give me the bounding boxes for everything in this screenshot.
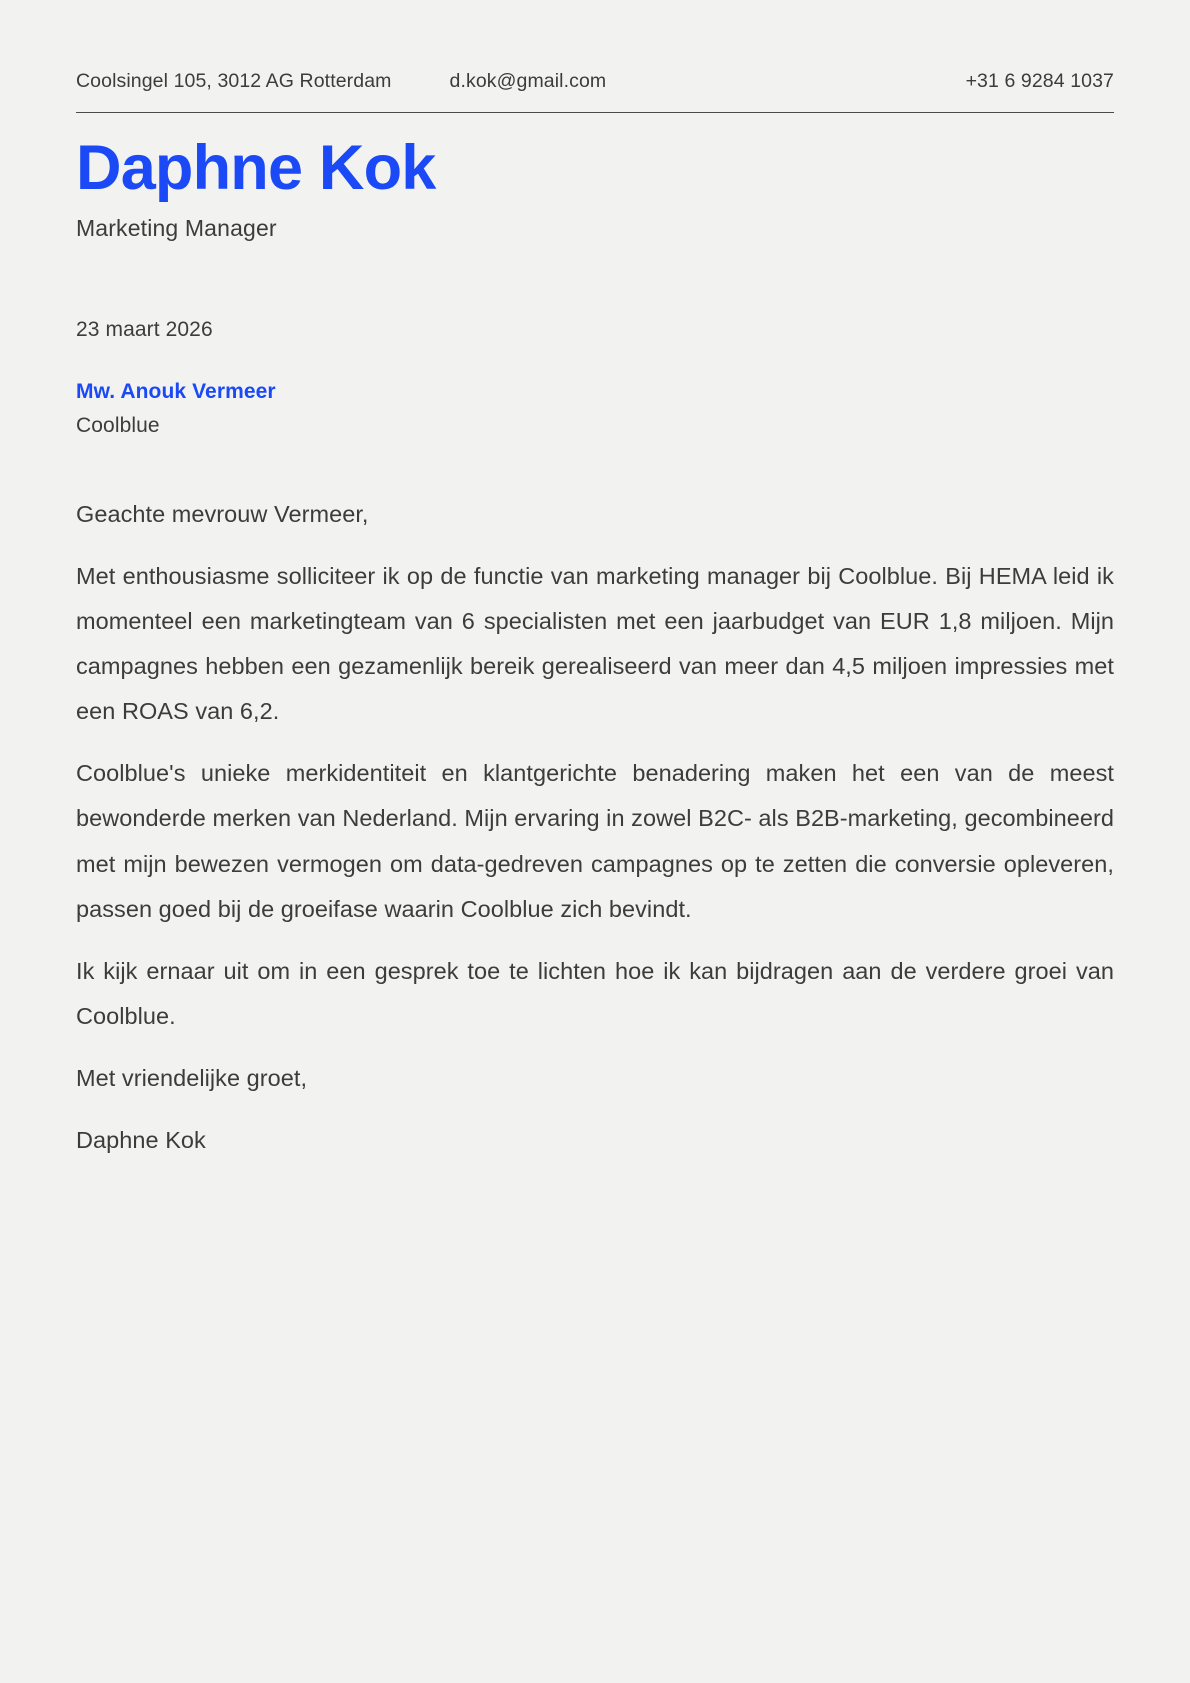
contact-email: d.kok@gmail.com [449, 70, 607, 92]
letter-body [76, 492, 1114, 1163]
recipient-name: Mw. Anouk Vermeer [76, 379, 276, 403]
letter-paragraph-2: Coolblue's unieke merkidentiteit en klantgerichte benadering maken het een van de meest bewonderde merken van Nederland. Mijn ervaring in zowel B2C- als B2B-marketing, gecombineerd met mijn bewezen vermogen om data-gedreven campagnes op te zetten die conversie opleveren, passen goed bij de groeifase waarin Coolblue zich bevindt. [76, 760, 1114, 922]
recipient-block [76, 380, 1114, 438]
letter-date: 23 maart 2026 [76, 317, 213, 341]
contact-phone: +31 6 9284 1037 [965, 70, 1114, 92]
letter-paragraph-1: Met enthousiasme solliciteer ik op de functie van marketing manager bij Coolblue. Bij HEMA leid ik momenteel een marketingteam van 6 specialisten met een jaarbudget van EUR 1,8 miljoen. Mijn campagnes hebben een gezamenlijk bereik gerealiseerd van meer dan 4,5 miljoen impressies met een ROAS van 6,2. [76, 562, 1114, 725]
recipient-company: Coolblue [76, 413, 160, 437]
identity-block [76, 135, 1114, 244]
contact-address: Coolsingel 105, 3012 AG Rotterdam [76, 70, 392, 92]
letter-salutation: Geachte mevrouw Vermeer, [76, 500, 369, 527]
applicant-job-title: Marketing Manager [76, 214, 277, 241]
contact-header [76, 70, 1114, 113]
letter-sign-off: Met vriendelijke groet, [76, 1065, 308, 1092]
letter-paragraph-3: Ik kijk ernaar uit om in een gesprek toe te lichten hoe ik kan bijdragen aan de verdere groei van Coolblue. [76, 957, 1114, 1029]
letter-signature-name: Daphne Kok [76, 1127, 206, 1154]
applicant-name: Daphne Kok [76, 133, 436, 203]
